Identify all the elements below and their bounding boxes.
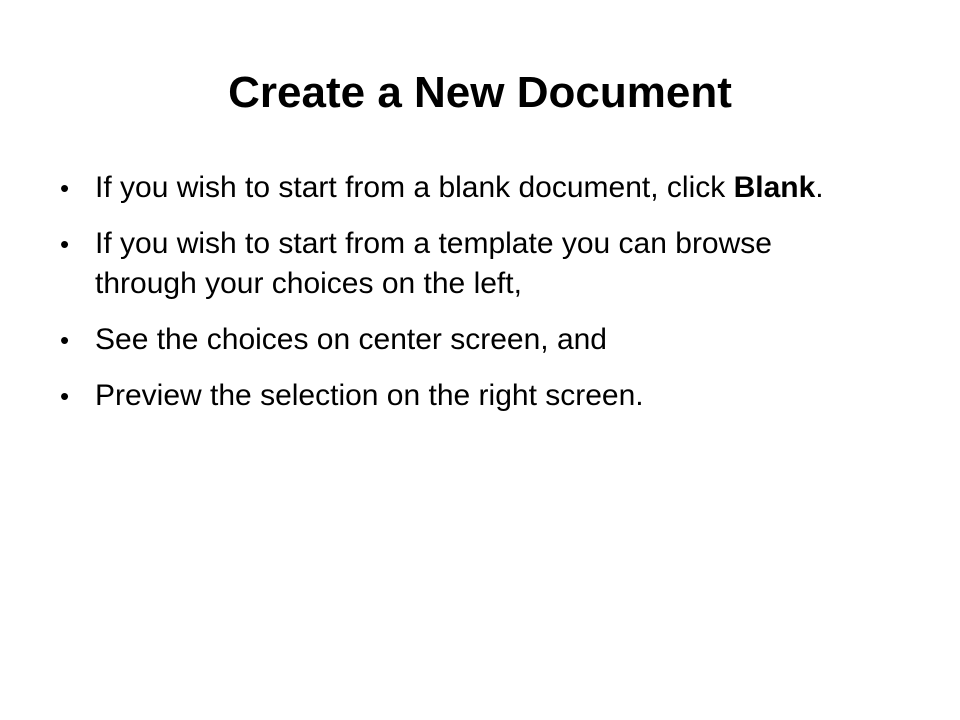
bullet-text — [95, 171, 824, 204]
bullet-dot-icon: • — [60, 381, 70, 411]
bullet-text: If you wish to start from a template you can browse through your choices on the left, — [95, 227, 772, 300]
slide-title: Create a New Document — [228, 68, 732, 117]
bullet-list — [60, 168, 880, 432]
bullet-item-template — [60, 224, 880, 304]
bullet-dot-icon: • — [60, 325, 70, 355]
bullet-text: See the choices on center screen, and — [95, 323, 607, 356]
bullet-bold-text: Blank — [733, 171, 816, 204]
bullet-text-part: If you wish to start from a blank document, click — [95, 171, 734, 204]
bullet-dot-icon: • — [60, 173, 70, 203]
bullet-dot-icon: • — [60, 229, 70, 259]
bullet-item-preview — [60, 376, 880, 416]
bullet-item-blank — [60, 168, 880, 208]
bullet-item-center — [60, 320, 880, 360]
bullet-text: Preview the selection on the right screen. — [95, 379, 644, 412]
bullet-text-part: . — [815, 171, 824, 204]
